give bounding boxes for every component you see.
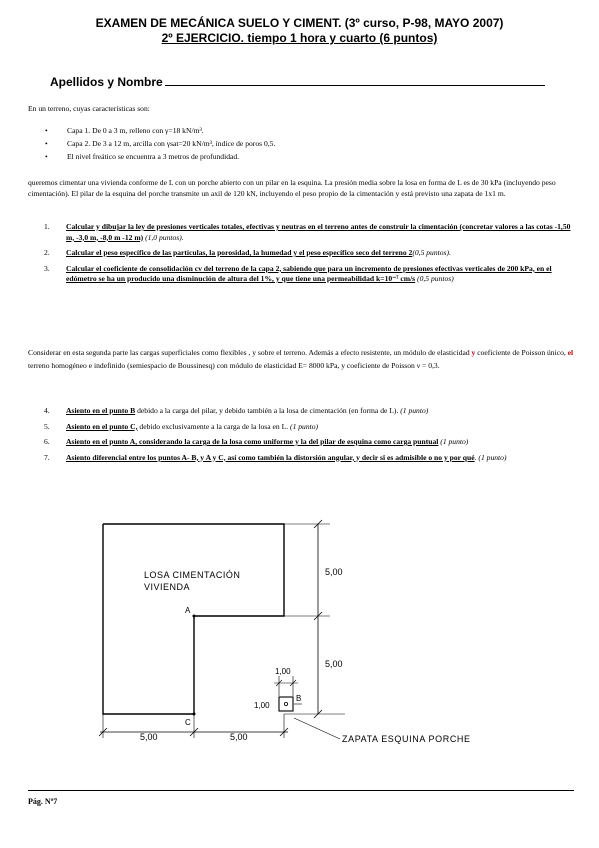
question-number: 3. (44, 263, 50, 273)
corner-footing (279, 697, 293, 711)
exam-title: EXAMEN DE MECÁNICA SUELO Y CIMENT. (3º curso, P-98, MAYO 2007) (95, 16, 504, 30)
question-item (44, 248, 574, 259)
dim-footing-width: 1,00 (275, 667, 291, 676)
statement-paragraph: queremos cimentar una vivienda conforme de L con un porche abierto con un pilar en la esquina. La presión media sobre la losa en forma de L es de 30 kPa (incluyendo peso cimentación). El pilar de la esquina del porche transmite un axil de 120 kN, incluyendo el peso propio de la cimentación y está previsto una zapata de 1x1 m. (28, 178, 556, 198)
dim-bottom-right: 5,00 (325, 659, 343, 669)
question-text: Asiento en el punto A, considerando la carga de la losa como uniforme y la del pilar de esquina como carga puntual (66, 437, 439, 446)
slab-label-line2: VIVIENDA (144, 582, 191, 592)
bullet-marker: • (45, 139, 48, 148)
l-shaped-slab-outline (103, 524, 284, 714)
layer-item (45, 152, 565, 165)
footer-rule (28, 790, 574, 791)
questions-part-1 (44, 222, 574, 290)
question-points: (0,5 puntos) (415, 274, 454, 283)
exercise-subtitle: 2º EJERCICIO. tiempo 1 hora y cuarto (6 puntos) (161, 31, 438, 45)
point-a-label: A (185, 606, 191, 615)
question-number: 7. (44, 452, 50, 462)
question-number: 1. (44, 222, 50, 231)
slab-label-line1: LOSA CIMENTACIÓN (144, 570, 241, 580)
dim-bottom-mid: 5,00 (230, 732, 248, 742)
dim-bottom-left: 5,00 (140, 732, 158, 742)
question-item (44, 264, 574, 285)
question-text: Calcular y dibujar la ley de presiones verticales totales, efectivas y neutras en el terreno antes de construir la cimentación (concretar valores a las cotas -1,50 m, -3,0 m, -8,0 m -12 m) (66, 222, 571, 242)
question-detail: debido a la carga del pilar, y debido también a la losa de cimentación (en forma de L). (135, 406, 399, 415)
question-points: (1 punto) (476, 452, 507, 462)
column-point (284, 702, 287, 705)
question-item (44, 437, 574, 448)
question-points: (1 punto) (288, 421, 319, 431)
question-points: (1 punto) (398, 406, 429, 415)
bullet-marker: • (45, 126, 48, 135)
question-detail: . (474, 452, 477, 462)
question-number: 4. (44, 406, 50, 415)
foundation-plan-drawing (0, 510, 599, 750)
layer-item (45, 126, 565, 139)
question-item (44, 453, 574, 464)
layer-list (45, 126, 565, 165)
name-blank (165, 74, 545, 86)
question-detail: debido exclusivamente a la carga de la losa en L. (137, 421, 289, 431)
dim-top-right: 5,00 (325, 567, 343, 577)
question-points: (1 punto) (438, 437, 469, 446)
footing-label: ZAPATA ESQUINA PORCHE (342, 734, 471, 744)
point-c-label: C (185, 718, 191, 727)
page-number: Pág. Nº7 (28, 797, 58, 806)
question-item (44, 222, 574, 243)
question-number: 6. (44, 437, 50, 446)
questions-part-2 (44, 406, 574, 468)
layer-text: El nivel freático se encuentra a 3 metros de profundidad. (67, 152, 240, 161)
intro-text: En un terreno, cuyas características son: (28, 104, 150, 113)
question-points: (0,5 puntos). (412, 248, 451, 257)
layer-item (45, 139, 565, 152)
question-number: 5. (44, 421, 50, 431)
bullet-marker: • (45, 152, 48, 161)
question-text: Asiento en el punto B (66, 406, 136, 415)
name-label: Apellidos y Nombre (50, 75, 163, 89)
question-text: Calcular el peso específico de las partículas, la porosidad, la humedad y el peso específico seco del terreno 2 (66, 248, 413, 257)
layer-text: Capa 1. De 0 a 3 m, relleno con γ=18 kN/m³. (67, 126, 204, 135)
question-text: Calcular el coeficiente de consolidación cv del terreno de la capa 2, sabiendo que para un incremento de presiones efectivas verticales de 200 kPa, en el edómetro se ha un producido una disminución de altura del 1%, y que tiene una permeabilidad k=10⁻⁷ cm/s (66, 263, 552, 283)
question-item (44, 406, 574, 417)
point-b-label: B (296, 694, 302, 703)
question-number: 2. (44, 248, 50, 257)
question-item (44, 422, 574, 433)
name-field-line (50, 74, 545, 89)
part2-paragraph: Considerar en esta segunda parte las cargas superficiales como flexibles , y sobre el terreno. Además a efecto resistente, un módulo de elasticidad y coeficiente de Poisson único, el terreno homogéneo e indefinido (semiespacio de Boussinesq) con módulo de elasticidad E= 8000 kPa, y coeficiente de Poisson ν = 0,3. (28, 348, 574, 370)
question-text: Asiento diferencial entre los puntos A- B, y A y C, así como también la distorsión angular, y decir si es admisible o no y por qué (66, 452, 475, 462)
layer-text: Capa 2. De 3 a 12 m, arcilla con γsat=20 kN/m³, índice de poros 0,5. (67, 139, 276, 148)
question-points: (1,0 puntos). (143, 232, 184, 242)
dim-footing-height: 1,00 (254, 701, 270, 710)
question-text: Asiento en el punto C, (66, 421, 138, 431)
